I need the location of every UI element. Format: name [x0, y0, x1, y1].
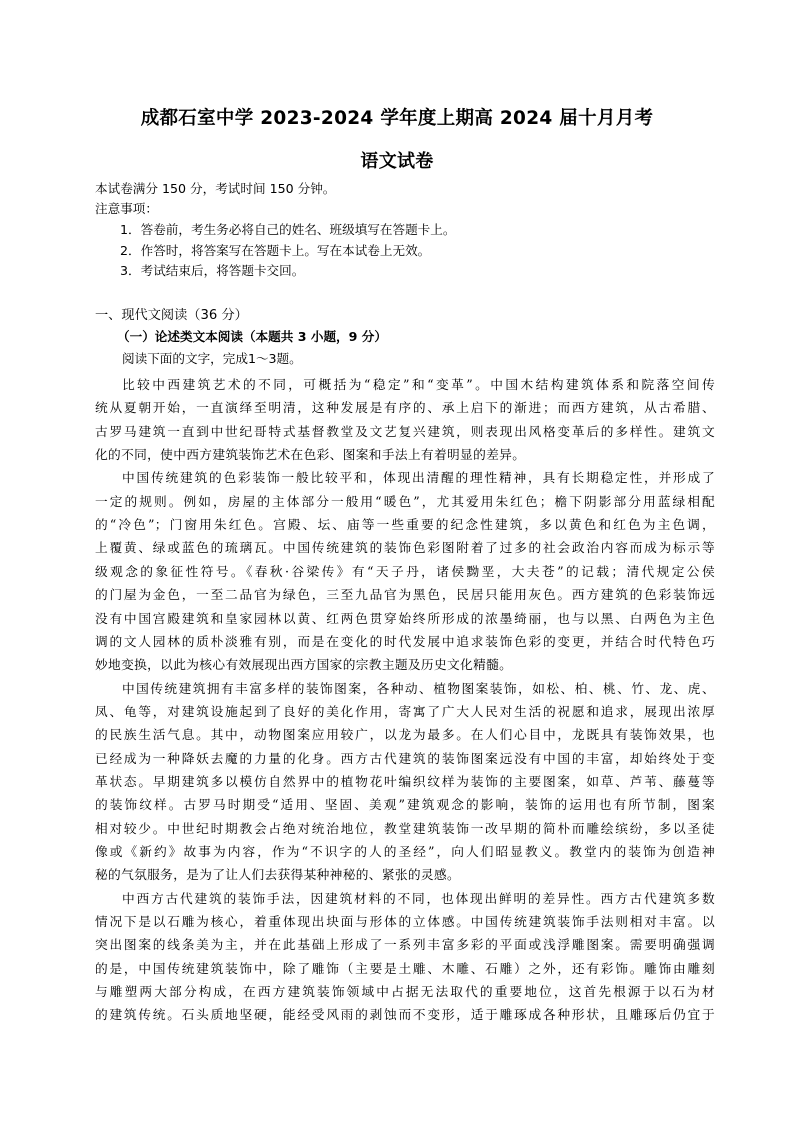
paragraph-first-line: 比较中西建筑艺术的不同，可概括为“稳定”和“变革”。中国木结构建筑体系和院落空间传: [122, 377, 715, 392]
article-line: 妙地变换，以此为核心有效展现出西方国家的宗教主题及历史文化精髓。: [95, 657, 513, 673]
article-line: 上覆黄、绿或蓝色的琉璃瓦。中国传统建筑的装饰色彩图附着了过多的社会政治内容而成为标示等: [95, 540, 715, 556]
sub-section-heading: （一）论述类文本阅读（本题共 3 小题，9 分）: [117, 329, 387, 344]
note-item-2: 2．作答时，将答案写在答题卡上。写在本试卷上无效。: [120, 243, 431, 258]
exam-subtitle: 语文试卷: [360, 151, 434, 172]
article-line: 秘的气氛服务，是为了让人们去获得某种神秘的、紧张的灵感。: [95, 867, 461, 883]
article-line: 像或《新约》故事为内容，作为“不识字的人的圣经”，向人们昭显教义。教堂内的装饰为创造神: [95, 844, 715, 859]
article-line: 调的文人园林的质朴淡雅有别，而是在变化的时代发展中追求装饰色彩的变更，并结合时代特色巧: [95, 633, 715, 649]
article-line: 统从夏朝开始，一直演绎至明清，这种发展是有序的、承上启下的渐进；而西方建筑，从古希腊、: [95, 400, 715, 416]
reading-instruction: 阅读下面的文字，完成1～3题。: [122, 351, 302, 366]
article-line: 化的不同，使中西方建筑装饰艺术在色彩、图案和手法上有着明显的差异。: [95, 447, 526, 463]
article-line: 情况下是以石雕为核心，着重体现出块面与形体的立体感。中国传统建筑装饰手法则相对丰富。以: [95, 914, 715, 930]
article-line: 的是，中国传统建筑装饰中，除了雕饰（主要是土雕、木雕、石雕）之外，还有彩饰。雕饰由雕刻: [95, 960, 715, 976]
article-line: 没有中国宫殿建筑和皇家园林以黄、红两色贯穿始终所形成的浓墨绮丽，也与以黑、白两色为主色: [95, 610, 715, 626]
paragraph-first-line: 中国传统建筑拥有丰富多样的装饰图案，各种动、植物图案装饰，如松、柏、桃、竹、龙、虎、: [122, 680, 715, 696]
article-line: 的“冷色”；门窗用朱红色。宫殿、坛、庙等一些重要的纪念性建筑，多以黄色和红色为主色调，: [95, 517, 715, 533]
section-heading: 一、现代文阅读（36 分）: [95, 308, 248, 323]
article-line: 的门屋为金色，一至二品官为绿色，三至九品官为黑色，民居只能用灰色。西方建筑的色彩装饰远: [95, 587, 715, 603]
note-item-3: 3．考试结束后，将答题卡交回。: [120, 263, 305, 278]
notes-label: 注意事项：: [95, 201, 158, 216]
article-line: 与雕塑两大部分构成，在西方建筑装饰领域中占据无法取代的重要地位，这首先根源于以石为材: [95, 984, 715, 1000]
article-line: 的民族生活气息。其中，动物图案应用较广，以龙为最多。在人们心目中，龙既具有装饰效果，也: [95, 727, 715, 743]
article-line: 革状态。早期建筑多以模仿自然界中的植物花叶编织纹样为装饰的主要图案，如草、芦苇、藤蔓等: [95, 773, 715, 789]
article-line: 凤、龟等，对建筑设施起到了良好的美化作用，寄寓了广大人民对生活的祝愿和追求，展现出浓厚: [95, 703, 715, 719]
paragraph-first-line: 中国传统建筑的色彩装饰一般比较平和，体现出清醒的理性精神，具有长期稳定性，并形成了: [122, 470, 715, 486]
article-line: 的建筑传统。石头质地坚硬，能经受风雨的剥蚀而不变形，适于雕琢成各种形状，且雕琢后仍宜于: [95, 1007, 715, 1023]
article-line: 的装饰纹样。古罗马时期受“适用、坚固、美观”建筑观念的影响，装饰的运用也有所节制，图案: [95, 797, 715, 813]
article-line: 级观念的象征性符号。《春秋·谷梁传》有“天子丹，诸侯黝垩，大夫苍”的记载；清代规定公侯: [95, 563, 715, 579]
paragraph-first-line: 中西方古代建筑的装饰手法，因建筑材料的不同，也体现出鲜明的差异性。西方古代建筑多数: [122, 890, 715, 906]
score-time-note: 本试卷满分 150 分，考试时间 150 分钟。: [95, 181, 336, 196]
note-item-1: 1．答卷前，考生务必将自己的姓名、班级填写在答题卡上。: [120, 222, 456, 237]
exam-title: 成都石室中学 2023-2024 学年度上期高 2024 届十月月考: [140, 108, 654, 129]
article-line: 古罗马建筑一直到中世纪哥特式基督教堂及文艺复兴建筑，则表现出风格变革后的多样性。建筑文: [95, 423, 715, 439]
article-line: 一定的规则。例如，房屋的主体部分一般用“暖色”，尤其爱用朱红色；檐下阴影部分用蓝绿相配: [95, 493, 715, 509]
article-line: 已经成为一种降妖去魔的力量的化身。西方古代建筑的装饰图案远没有中国的丰富，却始终处于变: [95, 750, 715, 766]
article-line: 突出图案的线条美为主，并在此基础上形成了一系列丰富多彩的平面或浅浮雕图案。需要明确强调: [95, 937, 715, 953]
article-line: 相对较少。中世纪时期教会占绝对统治地位，教堂建筑装饰一改早期的简朴而雕绘缤纷，多以圣徒: [95, 820, 715, 836]
